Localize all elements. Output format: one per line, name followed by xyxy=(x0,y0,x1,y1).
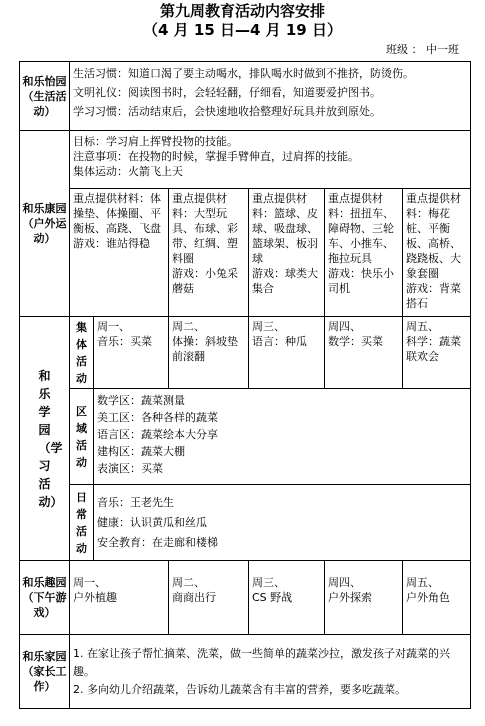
fun-day-thu: 周四、 户外探索 xyxy=(325,561,403,635)
outdoor-day-fri: 重点提供材料：梅花桩、平衡板、高桥、跷跷板、大象套圈 游戏：背菜搭石 xyxy=(403,189,471,317)
outdoor-goal-row xyxy=(20,131,471,189)
life-content xyxy=(70,62,471,131)
outdoor-note: 注意事项：在投物的时候，掌握手臂伸直，过肩挥的技能。 xyxy=(73,150,359,163)
home-row xyxy=(20,635,471,709)
area-item: 表演区：买菜 xyxy=(97,462,163,475)
daily-item: 音乐：王老先生 xyxy=(97,496,174,509)
outdoor-goal: 目标：学习肩上挥臂投物的技能。 xyxy=(73,135,238,148)
daily-item: 健康：认识黄瓜和丝瓜 xyxy=(97,516,207,529)
area-item: 数学区：蔬菜测量 xyxy=(97,394,185,407)
group-activity-label: 集体活动 xyxy=(70,317,94,389)
area-activity-content xyxy=(94,389,471,485)
learning-areas-row xyxy=(20,389,471,485)
fun-row xyxy=(20,561,471,635)
life-row xyxy=(20,62,471,131)
outdoor-goals xyxy=(70,131,471,189)
date-range: （4 月 15 日—4 月 19 日） xyxy=(143,21,342,39)
daily-activity-label: 日常活动 xyxy=(70,485,94,561)
fun-day-wed: 周三、 CS 野战 xyxy=(249,561,325,635)
outdoor-section-label: 和乐康园（户外运动） xyxy=(20,131,70,317)
outdoor-day-mon: 重点提供材料：体操垫、体操圈、平衡板、高跷、飞盘 游戏：谁站得稳 xyxy=(70,189,169,317)
life-item: 文明礼仪：阅读图书时，会轻轻翻，仔细看，知道要爱护图书。 xyxy=(73,86,381,99)
fun-day-mon: 周一、 户外植趣 xyxy=(70,561,169,635)
area-item: 语言区：蔬菜绘本大分享 xyxy=(97,428,218,441)
fun-section-label: 和乐趣园（下午游戏） xyxy=(20,561,70,635)
page-title: 第九周教育活动内容安排 xyxy=(159,2,325,20)
fun-day-fri: 周五、 户外角色 xyxy=(403,561,471,635)
home-item: 2. 多向幼儿介绍蔬菜，告诉幼儿蔬菜含有丰富的营养，要多吃蔬菜。 xyxy=(73,683,406,696)
learning-group-row xyxy=(20,317,471,389)
outdoor-day-tue: 重点提供材料：大型玩具、布球、彩带、红绸、塑料圈 游戏：小兔采蘑菇 xyxy=(169,189,249,317)
learning-day-wed: 周三、 语言：种瓜 xyxy=(249,317,325,389)
life-item: 生活习惯：知道口渴了要主动喝水，排队喝水时做到不推挤，防烫伤。 xyxy=(73,67,414,80)
life-section-label: 和乐怡园（生活活动） xyxy=(20,62,70,131)
outdoor-group-activity: 集体运动：火箭飞上天 xyxy=(73,165,183,178)
class-label: 班级 ： 中一班 xyxy=(386,43,459,56)
outdoor-day-thu: 重点提供材料：扭扭车、障碍物、三轮车、小推车、拖拉玩具 游戏：快乐小司机 xyxy=(325,189,403,317)
learning-section-label: 和乐学园（学习活动） xyxy=(20,317,70,561)
learning-day-tue: 周二、 体操：斜坡垫前滚翻 xyxy=(169,317,249,389)
learning-day-fri: 周五、 科学：蔬菜联欢会 xyxy=(403,317,471,389)
schedule-table xyxy=(19,61,471,709)
fun-day-tue: 周二、 商商出行 xyxy=(169,561,249,635)
daily-item: 安全教育：在走廊和楼梯 xyxy=(97,536,218,549)
home-section-label: 和乐家园（家长工作） xyxy=(20,635,70,709)
learning-day-thu: 周四、 数学：买菜 xyxy=(325,317,403,389)
home-content xyxy=(70,635,471,709)
area-item: 美工区：各种各样的蔬菜 xyxy=(97,411,218,424)
daily-activity-content xyxy=(94,485,471,561)
area-item: 建构区：蔬菜大棚 xyxy=(97,445,185,458)
outdoor-days-row xyxy=(20,189,471,317)
life-item: 学习习惯：活动结束后，会快速地收拾整理好玩具并放到原处。 xyxy=(73,105,381,118)
learning-day-mon: 周一、 音乐：买菜 xyxy=(94,317,169,389)
area-activity-label: 区域活动 xyxy=(70,389,94,485)
outdoor-day-wed: 重点提供材料：篮球、皮球、吸盘球、篮球架、板羽球 游戏：球类大集合 xyxy=(249,189,325,317)
home-item: 1. 在家让孩子帮忙摘菜、洗菜，做一些简单的蔬菜沙拉，激发孩子对蔬菜的兴趣。 xyxy=(73,647,450,678)
learning-daily-row xyxy=(20,485,471,561)
